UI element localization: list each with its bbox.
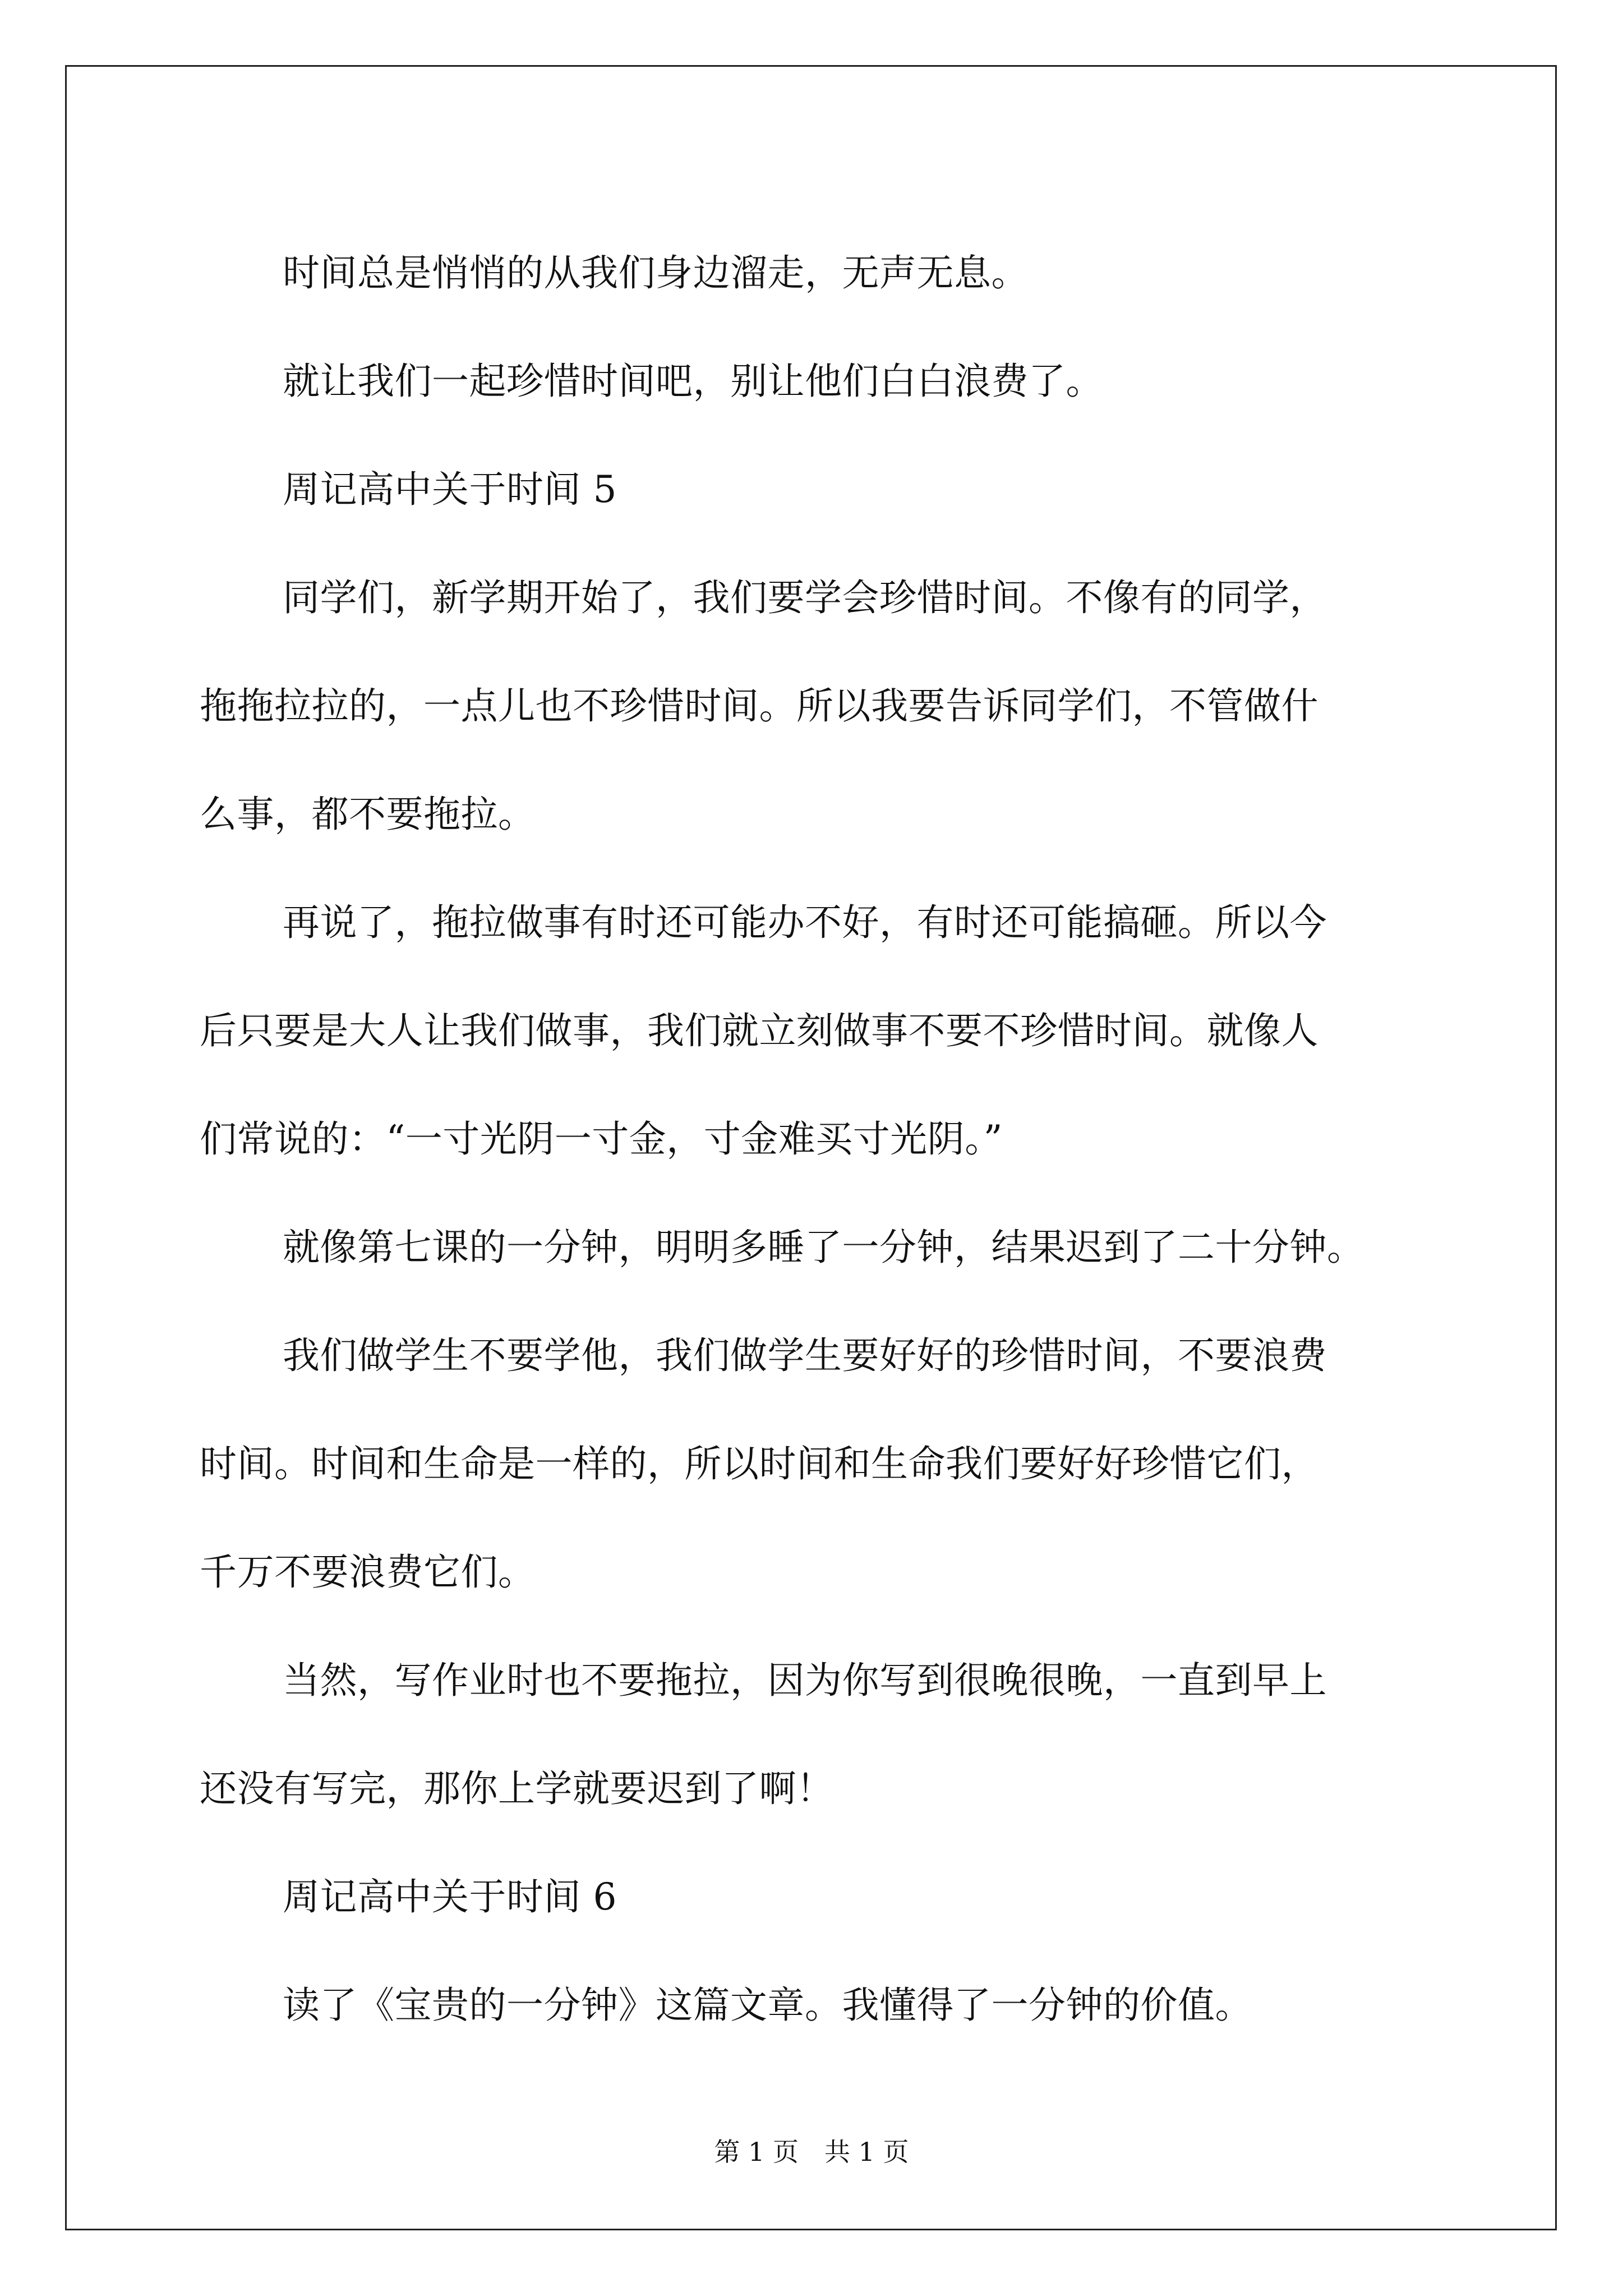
text-line: 周记高中关于时间 6 [283,1875,617,1918]
text-line: 读了《宝贵的一分钟》这篇文章。我懂得了一分钟的价值。 [283,1984,1252,2027]
text-line: 当然，写作业时也不要拖拉，因为你写到很晚很晚，一直到早上 [283,1659,1327,1702]
paragraph-10 [200,1951,1411,2059]
text-line: 拖拖拉拉的，一点儿也不珍惜时间。所以我要告诉同学们，不管做什 [200,684,1318,728]
text-line: 同学们，新学期开始了，我们要学会珍惜时间。不像有的同学， [283,576,1327,619]
paragraph-5 [200,868,1411,1193]
paragraph-6 [200,1193,1411,1301]
document-body [200,219,1411,2059]
text-line: 就让我们一起珍惜时间吧，别让他们白白浪费了。 [283,360,1103,403]
text-line: 再说了，拖拉做事有时还可能办不好，有时还可能搞砸。所以今 [283,901,1327,944]
text-line: 就像第七课的一分钟，明明多睡了一分钟，结果迟到了二十分钟。 [283,1226,1364,1269]
paragraph-7 [200,1301,1411,1626]
section-heading-6 [200,1843,1411,1951]
text-line: 还没有写完，那你上学就要迟到了啊！ [200,1767,834,1810]
text-line: 后只要是大人让我们做事，我们就立刻做事不要不珍惜时间。就像人 [200,1009,1318,1052]
text-line: 们常说的：“一寸光阴一寸金，寸金难买寸光阴。” [200,1117,1003,1161]
text-line: 千万不要浪费它们。 [200,1550,536,1594]
paragraph-1 [200,219,1411,327]
text-line: 我们做学生不要学他，我们做学生要好好的珍惜时间，不要浪费 [283,1334,1327,1377]
page-number-footer: 第 1 页 共 1 页 [714,2137,909,2167]
section-heading-5 [200,435,1411,544]
text-line: 周记高中关于时间 5 [283,468,617,511]
text-line: 么事，都不要拖拉。 [200,793,536,836]
text-line: 时间。时间和生命是一样的，所以时间和生命我们要好好珍惜它们， [200,1442,1318,1485]
paragraph-4 [200,544,1411,868]
paragraph-2 [200,327,1411,435]
paragraph-8 [200,1626,1411,1843]
text-line: 时间总是悄悄的从我们身边溜走，无声无息。 [283,251,1029,295]
